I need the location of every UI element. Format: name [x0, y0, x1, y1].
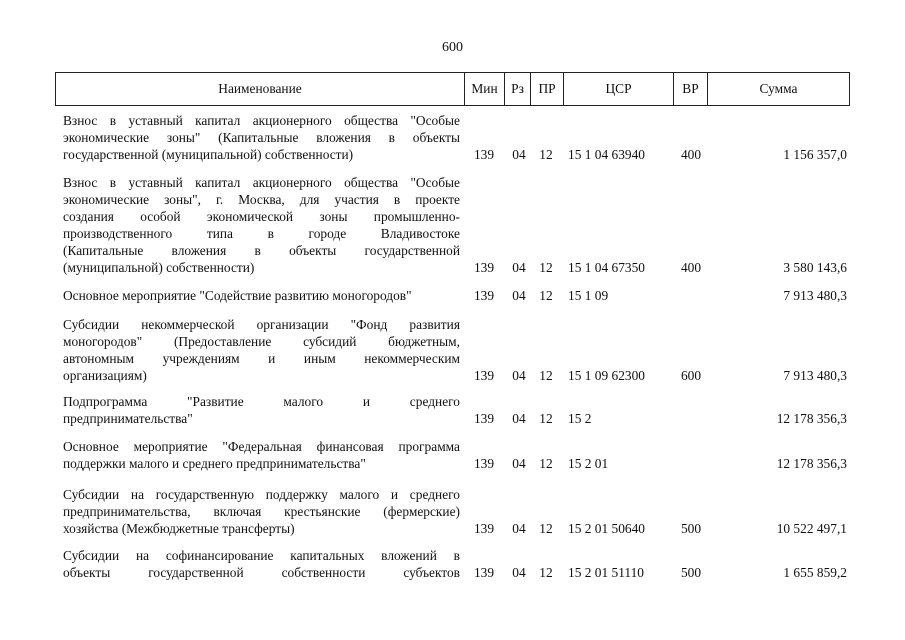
row-rz: 04	[512, 565, 526, 580]
row-name-line: моногородов" (Предоставление субсидий бюджетным,	[63, 334, 460, 349]
row-min: 139	[473, 368, 495, 383]
row-min: 139	[473, 565, 495, 580]
row-csr: 15 2 01 51110	[568, 565, 645, 580]
row-name	[63, 287, 460, 304]
row-min: 139	[473, 456, 495, 471]
row-name-line: Подпрограмма "Развитие малого и среднего	[63, 394, 460, 409]
row-name-line: предпринимательства, включая крестьянские (фермерские)	[63, 504, 460, 519]
row-sum: 1 655 859,2	[783, 565, 847, 580]
row-name-line: Субсидии некоммерческой организации "Фонд развития	[63, 317, 460, 332]
row-rz: 04	[512, 521, 526, 536]
row-vr: 500	[680, 565, 702, 580]
row-name-line: автономным учреждениям и иным некоммерческим	[63, 351, 460, 366]
row-name-line: (муниципальной) собственности)	[63, 260, 255, 275]
row-name-line: Взнос в уставный капитал акционерного общества "Особые	[63, 113, 460, 128]
row-name	[63, 316, 460, 384]
row-name-line: экономические зоны" (Капитальные вложения в объекты	[63, 130, 460, 145]
row-name	[63, 438, 460, 472]
row-name-line: экономические зоны", г. Москва, для участия в проекте	[63, 192, 460, 207]
row-min: 139	[473, 411, 495, 426]
row-pr: 12	[539, 368, 553, 383]
row-pr: 12	[539, 260, 553, 275]
row-sum: 7 913 480,3	[783, 288, 847, 303]
row-csr: 15 1 04 67350	[568, 260, 645, 275]
page-number: 600	[442, 40, 463, 55]
row-name-line: предпринимательства"	[63, 411, 193, 426]
row-rz: 04	[512, 368, 526, 383]
row-name-line: государственной (муниципальной) собственности)	[63, 147, 354, 162]
row-min: 139	[473, 288, 495, 303]
header-min: Мин	[464, 73, 504, 105]
header-name: Наименование	[55, 73, 464, 105]
row-rz: 04	[512, 456, 526, 471]
header-vr: ВР	[673, 73, 707, 105]
row-sum: 7 913 480,3	[783, 368, 847, 383]
row-csr: 15 2	[568, 411, 592, 426]
row-name-line: Субсидии на государственную поддержку малого и среднего	[63, 487, 460, 502]
row-sum: 3 580 143,6	[783, 260, 847, 275]
header-rz: Рз	[504, 73, 530, 105]
row-name-line: Взнос в уставный капитал акционерного общества "Особые	[63, 175, 460, 190]
row-csr: 15 1 09	[568, 288, 609, 303]
row-name-line: поддержки малого и среднего предпринимательства"	[63, 456, 366, 471]
row-rz: 04	[512, 260, 526, 275]
row-rz: 04	[512, 411, 526, 426]
row-name-line: Основное мероприятие "Федеральная финансовая программа	[63, 439, 460, 454]
row-pr: 12	[539, 147, 553, 162]
row-csr: 15 1 09 62300	[568, 368, 645, 383]
row-name-line: объекты государственной собственности субъектов	[63, 565, 460, 580]
row-vr: 400	[680, 260, 702, 275]
row-vr: 500	[680, 521, 702, 536]
row-vr: 600	[680, 368, 702, 383]
row-name-line: организациям)	[63, 368, 147, 383]
row-rz: 04	[512, 288, 526, 303]
row-name	[63, 112, 460, 163]
table-header	[55, 72, 850, 106]
row-pr: 12	[539, 521, 553, 536]
row-name-line: Основное мероприятие "Содействие развитию моногородов"	[63, 288, 412, 303]
row-pr: 12	[539, 411, 553, 426]
row-min: 139	[473, 147, 495, 162]
row-name-line: Субсидии на софинансирование капитальных вложений в	[63, 548, 460, 563]
row-sum: 1 156 357,0	[783, 147, 847, 162]
row-min: 139	[473, 521, 495, 536]
row-name-line: создания особой экономической зоны промышленно-	[63, 209, 460, 224]
header-pr: ПР	[530, 73, 563, 105]
row-csr: 15 2 01	[568, 456, 609, 471]
row-sum: 12 178 356,3	[776, 456, 847, 471]
row-csr: 15 2 01 50640	[568, 521, 645, 536]
row-name	[63, 486, 460, 537]
header-csr: ЦСР	[563, 73, 673, 105]
row-pr: 12	[539, 288, 553, 303]
row-csr: 15 1 04 63940	[568, 147, 645, 162]
row-sum: 12 178 356,3	[776, 411, 847, 426]
row-name	[63, 547, 460, 581]
header-sum: Сумма	[707, 73, 850, 105]
row-name	[63, 174, 460, 276]
row-name-line: производственного типа в городе Владивостоке	[63, 226, 460, 241]
row-pr: 12	[539, 456, 553, 471]
row-rz: 04	[512, 147, 526, 162]
row-vr: 400	[680, 147, 702, 162]
row-name-line: (Капитальные вложения в объекты государственной	[63, 243, 460, 258]
row-name	[63, 393, 460, 427]
row-sum: 10 522 497,1	[776, 521, 847, 536]
row-pr: 12	[539, 565, 553, 580]
row-min: 139	[473, 260, 495, 275]
row-name-line: хозяйства (Межбюджетные трансферты)	[63, 521, 295, 536]
